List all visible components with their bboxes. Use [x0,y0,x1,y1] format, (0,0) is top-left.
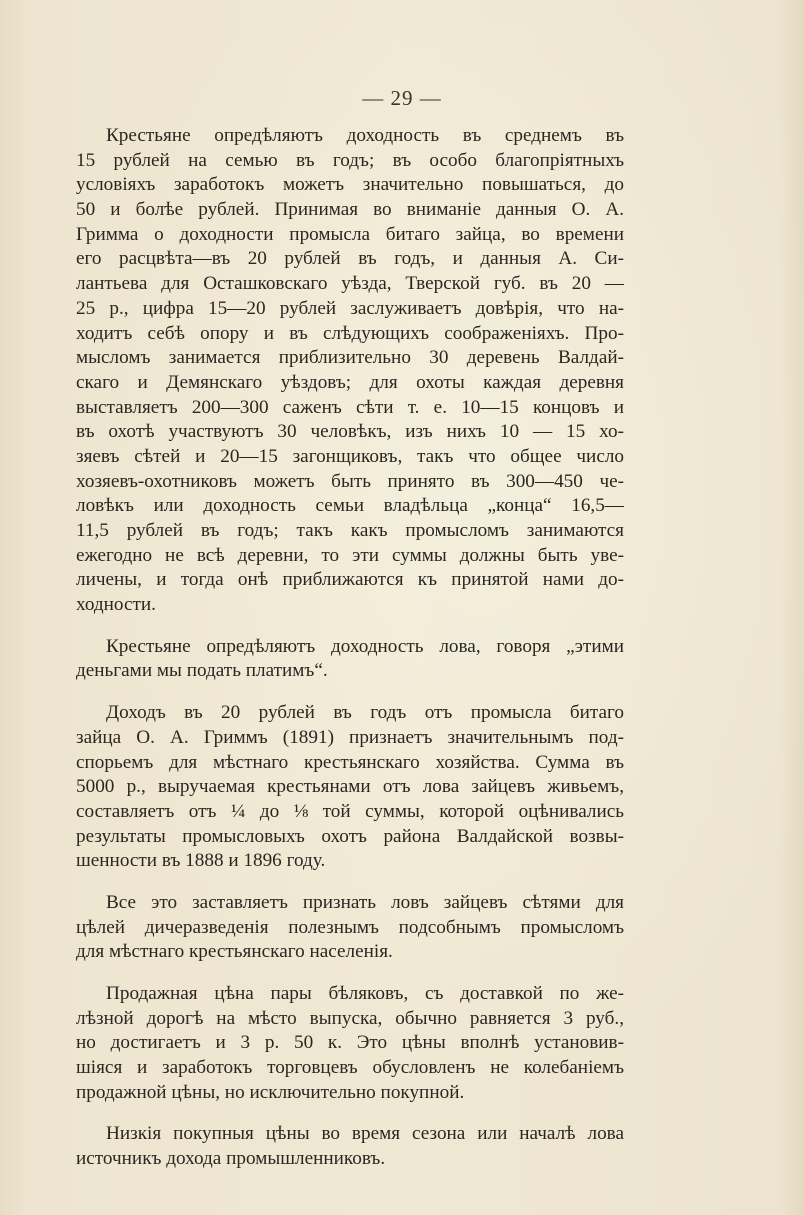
text-line: въ охотѣ участвуютъ 30 человѣкъ, изъ нихъ 10 — 15 хо- [76,421,624,443]
text-line: источникъ дохода промышленниковъ. [76,1148,386,1170]
text-line: спорьемъ для мѣстнаго крестьянскаго хозяйства. Сумма въ [76,751,624,773]
text-line: ходности. [76,594,156,616]
text-line: составляетъ отъ ¼ до ⅛ той суммы, которой оцѣнивались [76,800,624,822]
text-line: 25 р., цифра 15—20 рублей заслуживаетъ довѣрія, что на- [76,297,624,319]
paragraph [76,891,624,965]
paragraph [76,635,624,684]
text-line: его расцвѣта—въ 20 рублей въ годъ, и данныя А. Си- [76,248,624,270]
text-line: цѣлей дичеразведенія полезнымъ подсобнымъ промысломъ [76,916,624,938]
paragraph [76,124,624,618]
text-line: хозяевъ-охотниковъ можетъ быть принято въ 300—450 че- [76,470,624,492]
text-line: Низкія покупныя цѣны во время сезона или началѣ лова [106,1123,624,1145]
paragraph [76,701,624,874]
text-line: 11,5 рублей въ годъ; такъ какъ промысломъ занимаются [76,520,624,541]
text-line: Продажная цѣна пары бѣляковъ, съ доставкой по же- [106,983,624,1004]
text-line: личены, и тогда онѣ приближаются къ принятой нами до- [76,569,624,591]
text-line: 5000 р., выручаемая крестьянами отъ лова зайцевъ живьемъ, [76,776,624,798]
text-line: шенности въ 1888 и 1896 году. [76,850,326,872]
text-line: выставляетъ 200—300 саженъ сѣти т. е. 10—15 концовъ и [76,396,624,418]
text-line: зайца О. А. Гриммъ (1891) признаетъ значительнымъ под- [76,726,624,748]
text-line: Доходъ въ 20 рублей въ годъ отъ промысла битаго [106,702,624,724]
page-number: — 29 — [362,86,442,110]
text-line: Гримма о доходности промысла битаго зайца, во времени [76,223,624,245]
text-line: скаго и Демянскаго уѣздовъ; для охоты каждая деревня [76,371,624,393]
text-line: 15 рублей на семью въ годъ; въ особо благопріятныхъ [76,149,624,171]
text-line: ежегодно не всѣ деревни, то эти суммы должны быть уве- [76,544,624,566]
text-line: Крестьяне опредѣляютъ доходность въ среднемъ въ [106,125,624,146]
text-line: 50 и болѣе рублей. Принимая во вниманіе данныя О. А. [76,199,624,221]
text-line: продажной цѣны, но исключительно покупной. [76,1081,465,1103]
paragraph [76,982,624,1105]
text-line: зяевъ сѣтей и 20—15 загонщиковъ, такъ что общее число [76,445,624,467]
text-line: условіяхъ заработокъ можетъ значительно повышаться, до [76,174,624,196]
text-line: шіяся и заработокъ торговцевъ обусловленъ не колебаніемъ [76,1057,624,1079]
paragraph [76,1122,624,1171]
text-line: но достигаетъ и 3 р. 50 к. Это цѣны вполнѣ установив- [76,1032,624,1054]
text-line: результаты промысловыхъ охотъ района Валдайской возвы- [76,825,624,847]
text-line: для мѣстнаго крестьянскаго населенія. [76,941,393,963]
text-line: лѣзной дорогѣ на мѣсто выпуска, обычно равняется 3 руб., [76,1007,624,1029]
text-body [76,124,624,1189]
text-line: мысломъ занимается приблизительно 30 деревень Валдай- [76,347,624,369]
text-line: ловѣкъ или доходность семьи владѣльца „конца“ 16,5— [76,495,624,517]
text-line: Все это заставляетъ признать ловъ зайцевъ сѣтями для [106,891,624,913]
text-line: лантьева для Осташковскаго уѣзда, Тверской губ. въ 20 — [76,273,624,295]
text-line: ходитъ себѣ опору и въ слѣдующихъ соображеніяхъ. Про- [76,322,624,344]
text-line: Крестьяне опредѣляютъ доходность лова, говоря „этими [106,635,624,657]
text-line: деньгами мы подать платимъ“. [76,660,328,682]
